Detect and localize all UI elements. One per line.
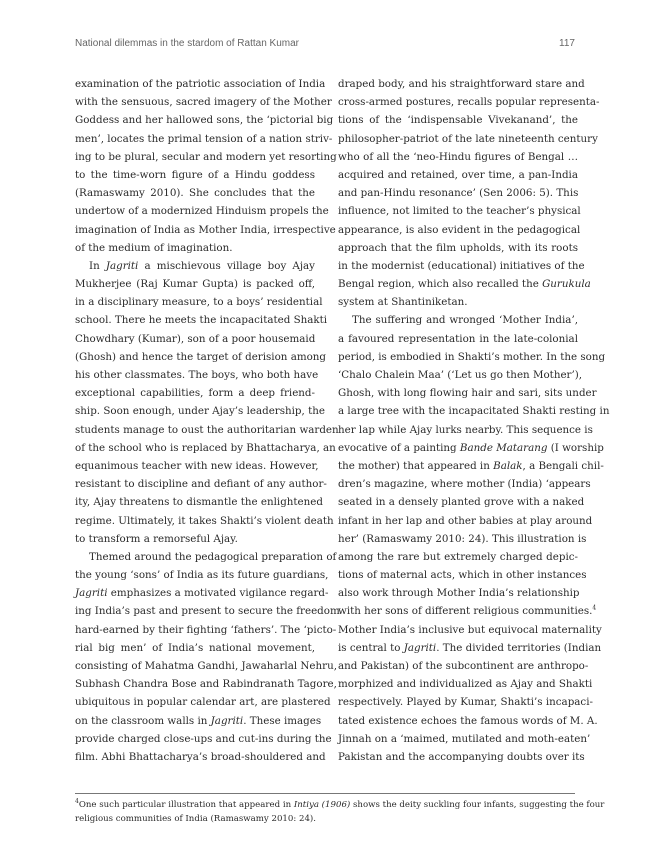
text-line: in a disciplinary measure, to a boys’ residential [75,296,323,309]
text-line: evocative of a painting Bande Matarang (I worship [338,441,604,454]
text-line: dren’s magazine, where mother (India) ‘appears [338,478,591,491]
text-line: a favoured representation in the late-colonial [338,332,578,345]
text-line: In Jagriti a mischievous village boy Ajay [89,259,315,272]
text-line: Jagriti emphasizes a motivated vigilance regard- [75,587,329,600]
text-line: appearance, is also evident in the pedagogical [338,223,581,236]
text-line: is central to Jagriti. The divided territories (Indian [338,641,602,654]
text-line: ‘Chalo Chalein Maa’ (‘Let us go then Mother’), [338,369,583,381]
text-line: Goddess and her hallowed sons, the ‘pictorial big [75,114,334,127]
running-header [75,38,575,52]
text-line: ity, Ajay threatens to dismantle the enlightened [75,496,323,509]
italic-title: Gurukula [542,278,591,291]
text-line: Pakistan and the accompanying doubts over its [338,750,585,763]
text-line: (Ghosh) and hence the target of derision among [75,350,327,363]
text-line: influence, not limited to the teacher’s physical [338,205,581,218]
italic-title: Jagriti [403,641,437,654]
running-header-title: National dilemmas in the stardom of Rattan Kumar [75,38,299,49]
text-line: Chowdhary (Kumar), son of a poor housemaid [75,332,316,345]
text-line: respectively. Played by Kumar, Shakti’s incapaci- [338,696,593,709]
text-line: Jinnah on a ‘maimed, mutilated and moth-eaten’ [338,732,591,745]
text-line: cross-armed postures, recalls popular representa- [338,96,600,109]
text-line: ship. Soon enough, under Ajay’s leadership, the [75,405,325,418]
text-line: with the sensuous, sacred imagery of the Mother [75,96,332,109]
text-line: period, is embodied in Shakti’s mother. In the song [338,350,606,363]
text-line: on the classroom walls in Jagriti. These images [75,714,322,727]
left-column [75,75,340,766]
text-line: acquired and retained, over time, a pan-India [338,168,578,181]
text-line: in the modernist (educational) initiatives of the [338,259,585,272]
text-line: also work through Mother India’s relationship [338,587,580,600]
text-line: of the school who is replaced by Bhattacharya, an [75,441,336,454]
text-line: undertow of a modernized Hinduism propels the [75,205,329,218]
text-line: exceptional capabilities, form a deep friend- [75,387,315,400]
footnote-italic-title: Intiya (1906) [293,800,351,810]
text-line: ing India’s past and present to secure the freedom [75,605,340,618]
text-line: tated existence echoes the famous words of M. A. [338,714,598,727]
footnote-line-1: $^4$One such particular illustration that appeared in Intiya (1906) shows the deity suckling four infants, suggesting the four [75,798,605,810]
text-line: regime. Ultimately, it takes Shakti’s violent death [75,514,334,527]
footnote-mark: 4 [75,798,79,806]
text-line: among the rare but extremely charged depic- [338,550,578,563]
text-line: her lap while Ajay lurks nearby. This sequence is [338,423,593,436]
text-line: imagination of India as Mother India, irrespective [75,223,336,236]
text-line: ubiquitous in popular calendar art, are plastered [75,696,331,709]
text-line: ing to be plural, secular and modern yet resorting [75,150,337,163]
text-line: tions of the ‘indispensable Vivekanand’, the [338,114,578,127]
text-line: Mukherjee (Raj Kumar Gupta) is packed off, [75,278,315,291]
italic-title: Balak [493,459,523,472]
italic-title: Jagriti [105,259,139,272]
text-line: consisting of Mahatma Gandhi, Jawaharlal Nehru, [75,660,337,672]
text-line: draped body, and his straightforward stare and [338,78,585,90]
text-line: equanimous teacher with new ideas. However, [75,459,319,472]
text-line: tions of maternal acts, which in other instances [338,569,587,582]
text-line: film. Abhi Bhattacharya’s broad-shouldered and [75,750,326,763]
text-line: philosopher-patriot of the late nineteenth century [338,132,598,145]
text-line: Subhash Chandra Bose and Rabindranath Tagore, [75,678,337,691]
footnote-divider [75,793,575,794]
text-line: infant in her lap and other babies at play around [338,514,593,527]
text-line: her’ (Ramaswamy 2010: 24). This illustration is [338,532,587,545]
text-line: morphized and individualized as Ajay and Shakti [338,678,593,691]
italic-title: Bande Matarang [459,441,548,454]
text-line: students manage to oust the authoritarian warden [75,423,339,436]
text-line: to transform a remorseful Ajay. [75,532,238,545]
text-line: men’, locates the primal tension of a nation striv- [75,132,333,145]
page-number: 117 [559,38,575,49]
text-line: to the time-worn figure of a Hindu goddess [75,168,315,181]
right-column [338,75,610,766]
italic-title: Jagriti [75,587,108,600]
text-line: (Ramaswamy 2010). She concludes that the [75,187,315,200]
text-line: Mother India’s inclusive but equivocal maternality [338,623,602,636]
text-line: The suffering and wronged ‘Mother India’, [352,314,578,327]
text-line: seated in a densely planted grove with a naked [338,496,585,509]
text-line: rial big men’ of India’s national movement, [75,641,315,654]
text-line: Ghosh, with long flowing hair and sari, sits under [338,387,597,400]
text-line: his other classmates. The boys, who both have [75,369,319,381]
footnote [75,798,605,826]
text-line: examination of the patriotic association of India [75,78,326,90]
text-line: and pan-Hindu resonance’ (Sen 2006: 5). This [338,187,579,200]
text-line: approach that the film upholds, with its roots [338,241,578,254]
text-line: system at Shantiniketan. [338,296,468,309]
text-line: resistant to discipline and defiant of any author- [75,478,327,491]
text-line: the young ‘sons’ of India as its future guardians, [75,569,329,582]
text-line: of the medium of imagination. [75,241,233,254]
footnote-reference: 4 [592,605,597,613]
text-line: who of all the ‘neo-Hindu figures of Bengal … [338,150,578,163]
footnote-line-2: religious communities of India (Ramaswamy 2010: 24). [75,814,317,824]
text-line: a large tree with the incapacitated Shakti resting in [338,405,610,418]
text-line: provide charged close-ups and cut-ins during the [75,732,332,745]
text-line: the mother) that appeared in Balak, a Bengali chil- [338,459,604,472]
text-line: school. There he meets the incapacitated Shakti [75,314,328,327]
italic-title: Jagriti [210,714,244,727]
text-line: hard-earned by their fighting ‘fathers’. The ‘picto- [75,623,337,636]
text-line: Bengal region, which also recalled the Gurukula [338,278,591,291]
text-line: and Pakistan) of the subcontinent are anthropo- [338,660,589,672]
text-line: with her sons of different religious communities.$^4$ [338,605,597,618]
text-line: Themed around the pedagogical preparation of [89,550,337,563]
